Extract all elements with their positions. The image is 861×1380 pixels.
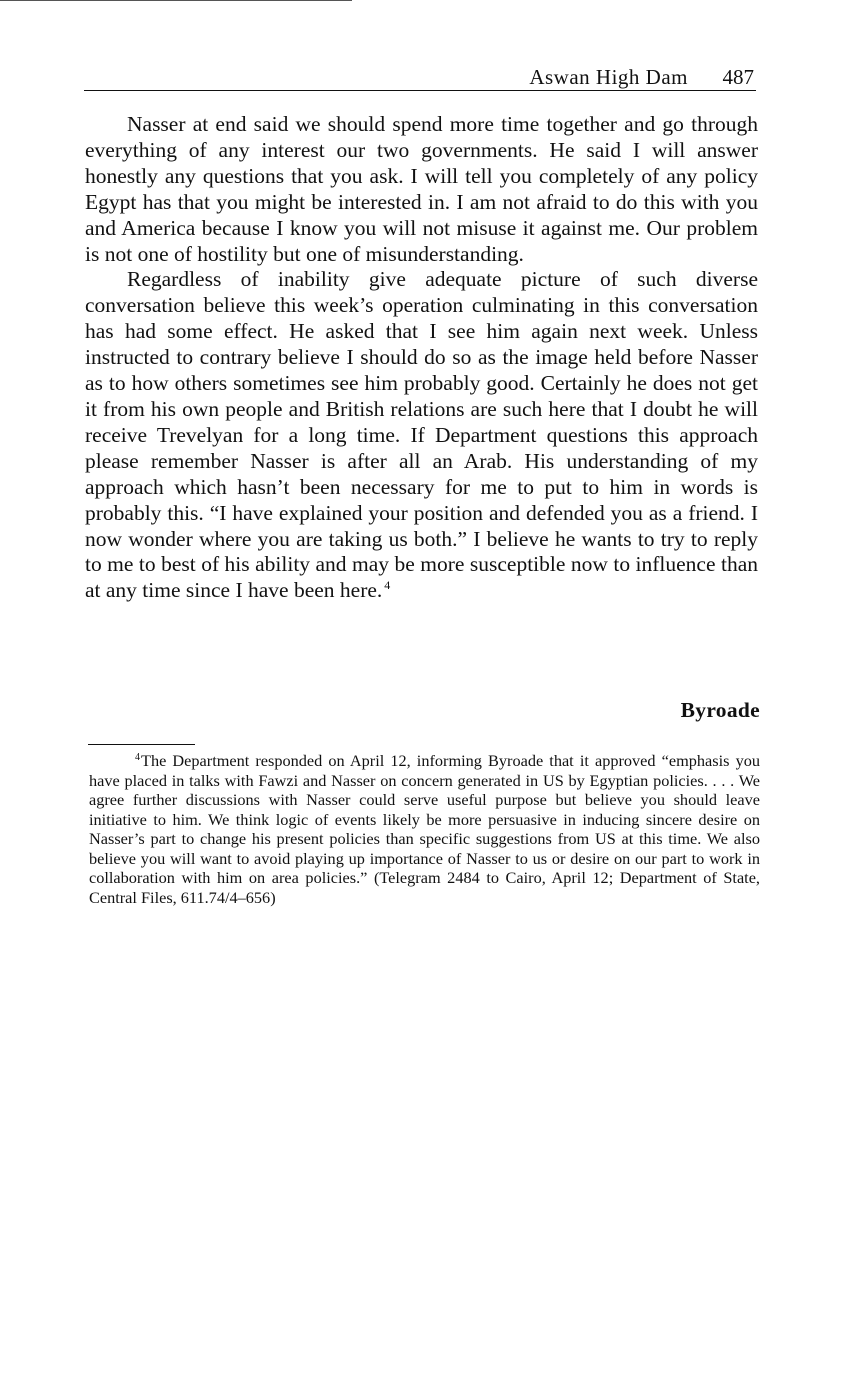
- running-header: [84, 64, 756, 91]
- running-title: Aswan High Dam: [529, 65, 688, 89]
- paragraph-2: [85, 267, 758, 604]
- signature: Byroade: [680, 698, 760, 722]
- footnote-reference: 4: [384, 578, 391, 593]
- footnote-divider: [88, 744, 195, 745]
- paragraph-1: Nasser at end said we should spend more time together and go through everything of any interest our two governments. He said I will answer honestly any questions that you ask. I will tell you completely of any policy Egypt has that you might be interested in. I am not afraid to do this with you and America because I know you will not misuse it against me. Our problem is not one of hostility but one of misunderstanding.: [85, 112, 758, 266]
- footnote-marker: 4: [135, 752, 140, 763]
- footnote: [89, 751, 760, 907]
- footnote-text: The Department responded on April 12, informing Byroade that it approved “emphasis you have placed in talks with Fawzi and Nasser on concern generated in US by Egyptian policies. . . . We agree further discussions with Nasser could serve useful purpose but believe you should leave initiative to him. We think logic of events likely be more persuasive in inducing sincere desire on Nasser’s part to change his present policies than specific suggestions from US at this time. We also believe you will want to avoid playing up importance of Nasser to us or desire on our part to work in collaboration with him on area policies.” (Telegram 2484 to Cairo, April 12; Department of State, Central Files, 611.74/4–656): [89, 751, 760, 907]
- paragraph-2-text: Regardless of inability give adequate picture of such diverse conversation believe this week’s operation culminating in this conversation has had some effect. He asked that I see him again next week. Unless instructed to contrary believe I should do so as the image held before Nasser as to how others sometimes see him probably good. Certainly he does not get it from his own people and British relations are such here that I doubt he will receive Trevelyan for a long time. If Department questions this approach please remember Nasser is after all an Arab. His understanding of my approach which hasn’t been necessary for me to put to him in words is probably this. “I have explained your position and defended you as a friend. I now wonder where you are taking us both.” I believe he wants to try to reply to me to best of his ability and may be more susceptible now to influence than at any time since I have been here.: [85, 267, 758, 603]
- scan-edge-rule: [0, 0, 352, 1]
- page-number: 487: [722, 65, 754, 89]
- body-text: [85, 112, 758, 604]
